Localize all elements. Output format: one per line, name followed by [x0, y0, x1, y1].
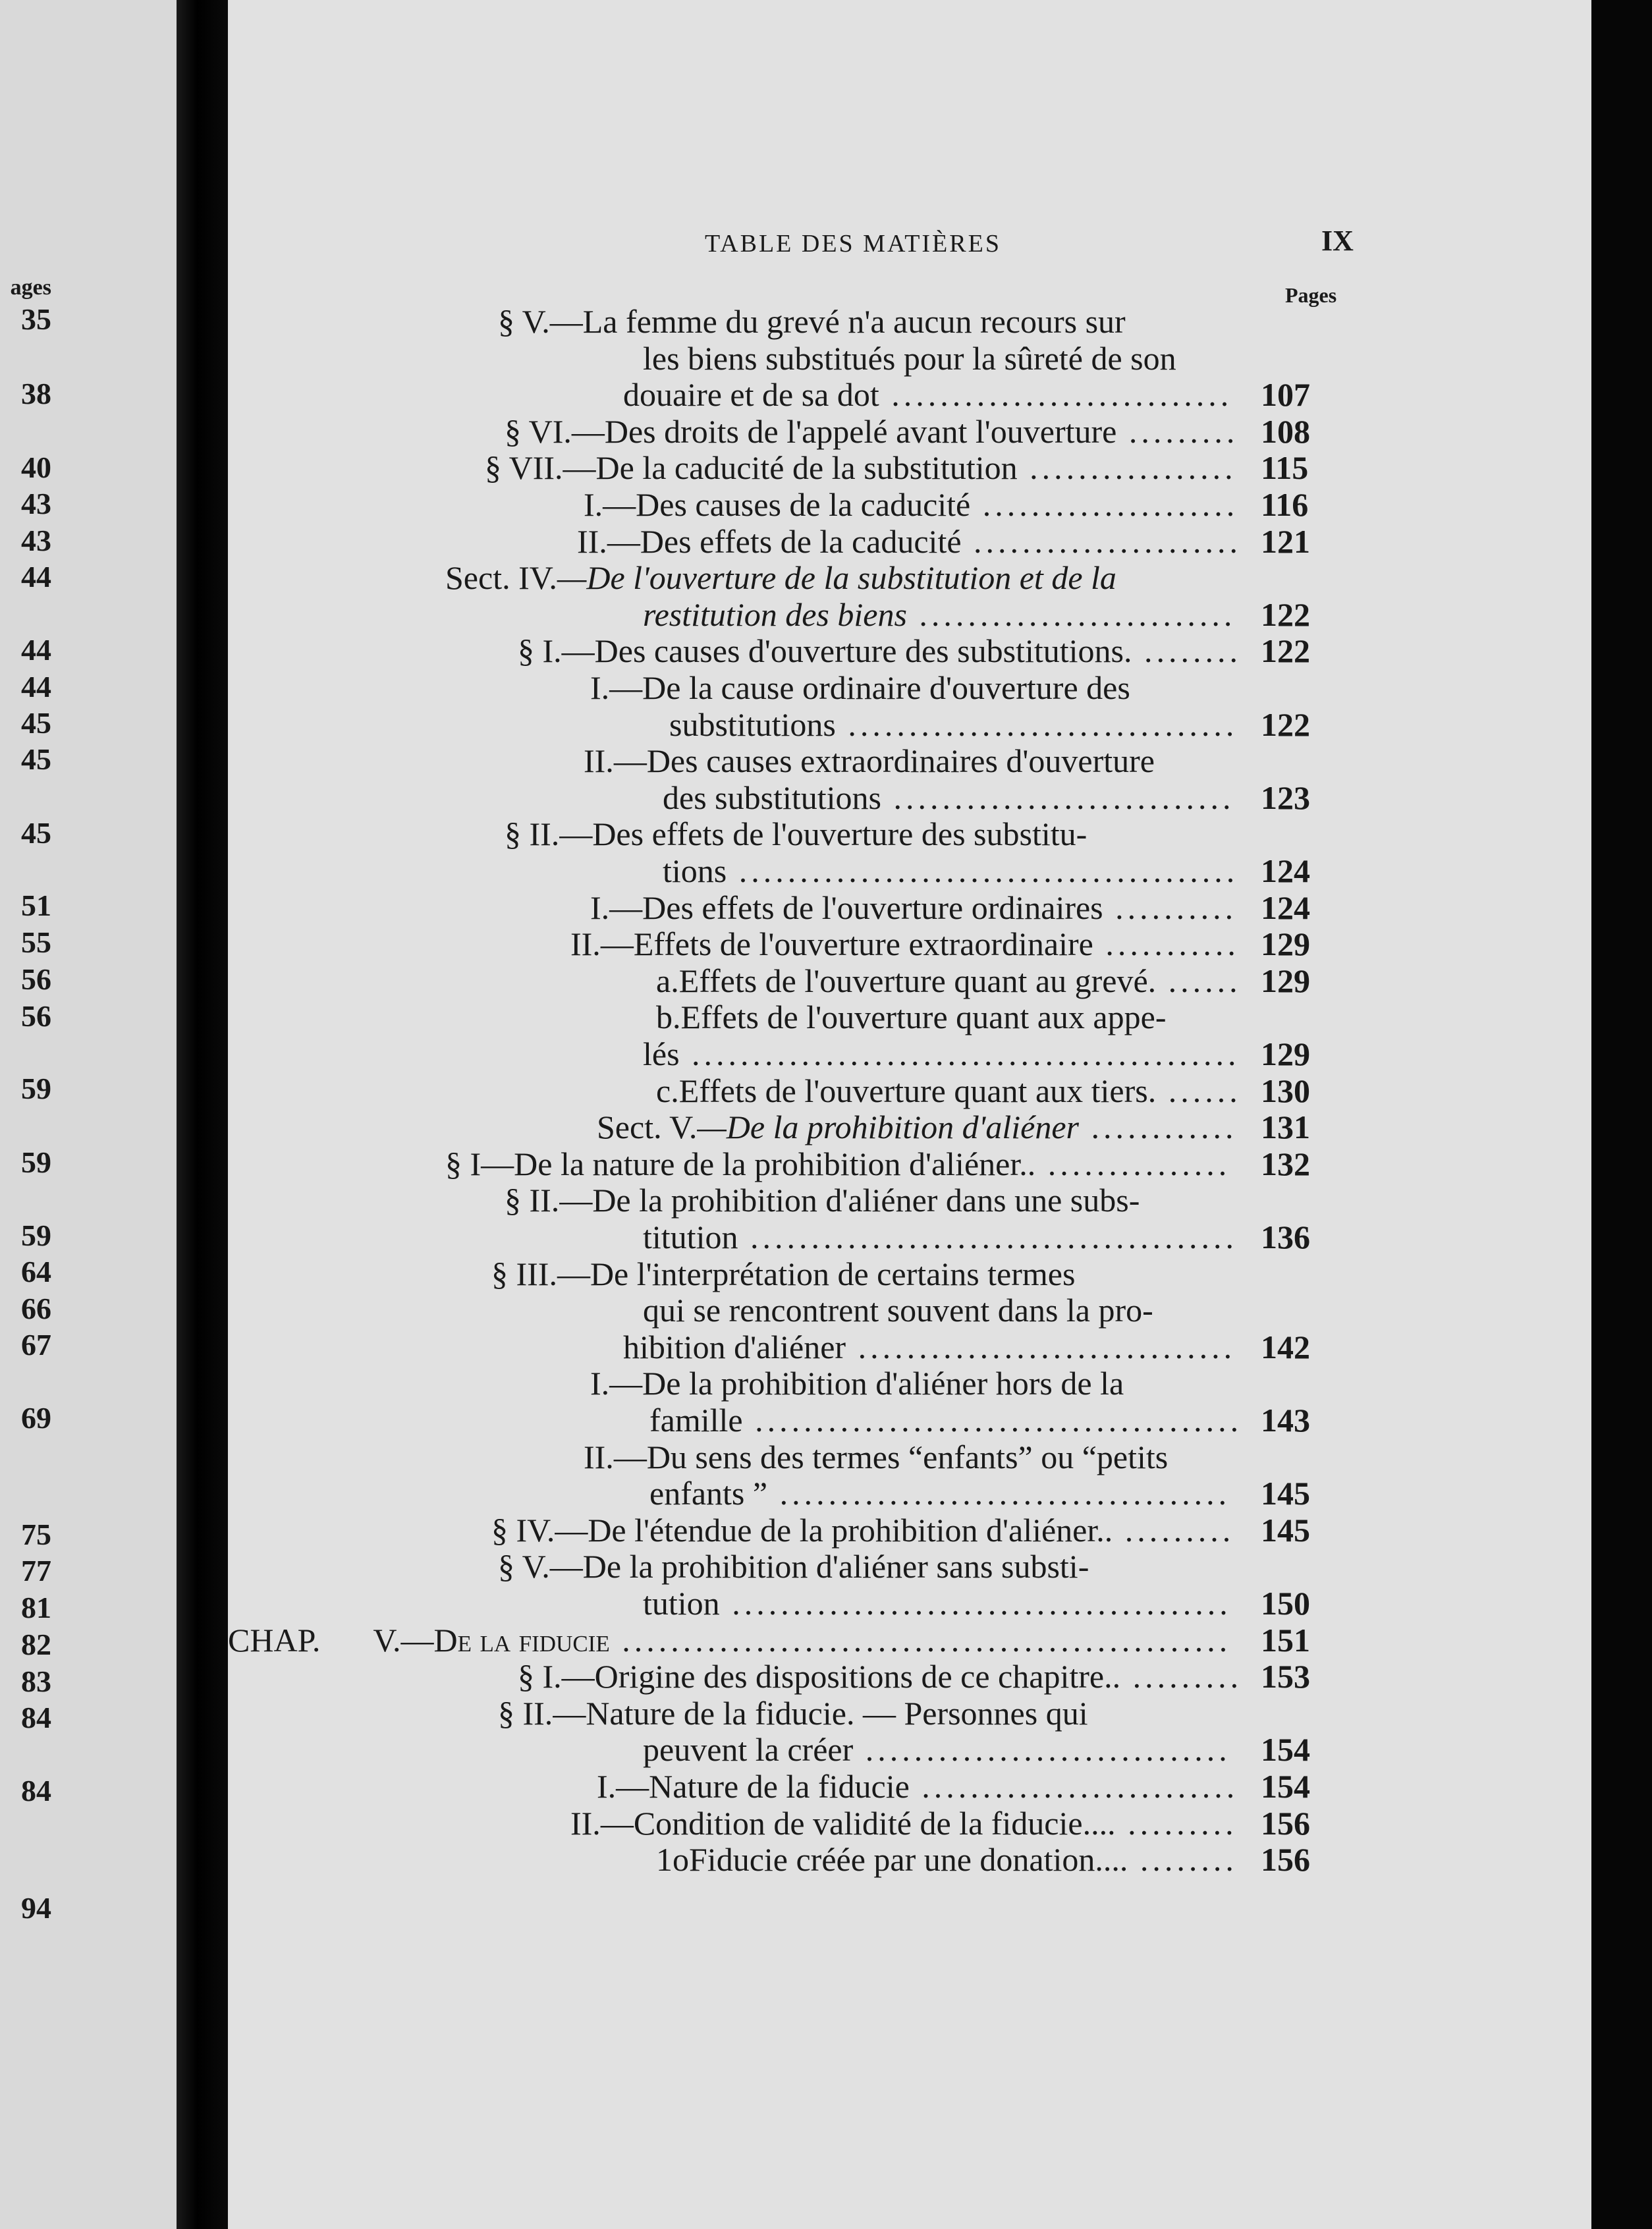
toc-entry-text	[228, 1622, 1231, 1659]
toc-entry-prefix: b.	[656, 999, 681, 1036]
toc-page-number: 150	[1261, 1585, 1310, 1622]
toc-entry	[228, 1072, 1578, 1109]
toc-entry-prefix: 1o	[656, 1841, 689, 1879]
toc-entry	[228, 1841, 1578, 1878]
leader-dots: ............................	[881, 779, 1235, 816]
toc-entry	[228, 303, 1578, 340]
toc-entry-text	[577, 523, 1242, 560]
left-page-number: 55	[21, 925, 51, 959]
toc-entry-title: —De l'ouverture de la substitution et de la	[557, 559, 1116, 597]
toc-entry	[228, 925, 1578, 962]
leader-dots: ........................................	[742, 1402, 1243, 1439]
toc-entry-prefix: II.	[584, 1438, 614, 1475]
toc-entry-title: —Des effets de l'ouverture des substitu-	[559, 815, 1088, 853]
toc-entry-text	[669, 706, 1238, 743]
toc-entry-title: —Effets de l'ouverture extraordinaire	[600, 925, 1093, 963]
toc-entry-text	[623, 1329, 1236, 1365]
toc-entry	[228, 815, 1578, 852]
toc-entry-title: —De la cause ordinaire d'ouverture des	[609, 669, 1130, 706]
leader-dots: ............................	[879, 376, 1233, 414]
toc-entry	[228, 1622, 1578, 1659]
toc-entry-text	[643, 1292, 1153, 1329]
toc-entry-title: des substitutions	[663, 779, 881, 816]
toc-entry	[228, 340, 1578, 377]
toc-page-number: 115	[1261, 449, 1309, 487]
toc-entry	[228, 999, 1578, 1035]
toc-page-number: 122	[1261, 705, 1310, 743]
left-pages-label: ages	[10, 275, 51, 300]
toc-entry-text	[663, 852, 1238, 889]
toc-entry	[228, 1145, 1578, 1182]
leader-dots: ..............................	[853, 1731, 1231, 1769]
toc-entry-title: tution	[643, 1585, 720, 1622]
toc-entry	[228, 1475, 1578, 1512]
toc-entry-text	[590, 1365, 1124, 1402]
running-title: TABLE DES MATIÈRES	[705, 230, 1001, 258]
toc-entry-prefix: c.	[656, 1072, 679, 1109]
toc-entry-title: —Des causes extraordinaires d'ouverture	[613, 742, 1155, 780]
toc-entry-prefix: a.	[656, 962, 679, 999]
toc-entry-prefix: § II.	[505, 1182, 560, 1219]
toc-entry	[228, 376, 1578, 413]
toc-entry-prefix: CHAP.	[228, 1621, 321, 1659]
toc-entry-title: —De l'étendue de la prohibition d'aliéner..	[555, 1511, 1113, 1549]
toc-entry	[228, 779, 1578, 816]
toc-entry-prefix: I.	[584, 486, 603, 523]
toc-entry-title: —De la prohibition d'aliéner	[697, 1109, 1079, 1146]
toc-entry-text	[649, 1475, 1230, 1512]
toc-entry	[228, 706, 1578, 743]
left-page-number: 67	[21, 1328, 51, 1362]
toc-entry	[228, 1292, 1578, 1329]
toc-entry-prefix: § II.	[505, 815, 560, 853]
toc-entry	[228, 523, 1578, 560]
toc-entry-prefix: § II.	[498, 1694, 553, 1732]
leader-dots: .........................................	[727, 852, 1239, 889]
book-spine	[177, 0, 228, 2229]
leader-dots: .............................................	[679, 1035, 1240, 1072]
leader-dots: .........	[1120, 1658, 1243, 1695]
toc-entry-title: Fiducie créée par une donation....	[689, 1841, 1128, 1879]
leader-dots: ........	[1128, 1841, 1238, 1879]
left-page-number: 59	[21, 1219, 51, 1252]
toc-entry-text	[584, 1439, 1168, 1475]
toc-entry-title: —De la prohibition d'aliéner sans substi-	[549, 1548, 1089, 1585]
toc-entry	[228, 1805, 1578, 1842]
toc-entry	[228, 1548, 1578, 1585]
toc-entry-text	[656, 999, 1166, 1035]
pages-column-label: Pages	[1285, 283, 1337, 307]
toc-entry-title: famille	[649, 1402, 743, 1439]
toc-entry	[228, 1402, 1578, 1439]
left-page-number: 44	[21, 633, 51, 667]
toc-entry-text	[491, 1255, 1075, 1292]
toc-page-number: 130	[1261, 1072, 1310, 1109]
left-page-number: 44	[21, 560, 51, 593]
page-edge	[1591, 0, 1652, 2229]
toc-entry-text	[505, 1182, 1140, 1219]
toc-entry-prefix: Sect. V.	[597, 1109, 698, 1146]
toc-entry-prefix: II.	[570, 925, 601, 963]
toc-entry-text	[445, 1145, 1230, 1182]
leader-dots: ........	[1132, 632, 1242, 670]
toc-entry-title: —Des causes d'ouverture des substitutions.	[561, 632, 1132, 670]
toc-page-number: 132	[1261, 1145, 1310, 1182]
toc-entry	[228, 1035, 1578, 1072]
toc-entry-text	[623, 376, 1232, 413]
toc-entry-text	[643, 1585, 1232, 1622]
left-page-number: 82	[21, 1628, 51, 1661]
toc-entry	[228, 413, 1578, 450]
toc-entry-title: —La femme du grevé n'a aucun recours sur	[549, 303, 1126, 340]
left-page-number: 66	[21, 1292, 51, 1325]
toc-entry-text	[643, 1219, 1238, 1255]
toc-page-number: 107	[1261, 376, 1310, 414]
toc-entry	[228, 596, 1578, 633]
toc-entry-title: les biens substitués pour la sûreté de son	[643, 339, 1176, 377]
toc-page-number: 124	[1261, 852, 1310, 889]
leader-dots: ..........	[1103, 889, 1238, 926]
page-number-header: IX	[1321, 225, 1354, 257]
toc-entry	[228, 1329, 1578, 1365]
toc-entry	[228, 1219, 1578, 1255]
left-page-number: 45	[21, 742, 51, 776]
toc-entry-text	[643, 596, 1236, 633]
leader-dots: .................	[1017, 449, 1237, 487]
toc-entry-prefix: I.	[597, 1768, 617, 1805]
toc-entry-prefix: § III.	[491, 1255, 557, 1292]
toc-entry-text	[643, 1035, 1240, 1072]
toc-entry-title: hibition d'aliéner	[623, 1328, 846, 1365]
toc-entry-text	[505, 815, 1087, 852]
leader-dots: .....................................	[767, 1475, 1231, 1512]
toc-page-number: 154	[1261, 1731, 1310, 1769]
toc-entry-title: —Du sens des termes “enfants” ou “petits	[613, 1438, 1169, 1475]
toc-entry	[228, 559, 1578, 596]
toc-entry-title: restitution des biens	[643, 595, 907, 633]
toc-entry-prefix: § I.	[518, 1658, 562, 1695]
toc-entry-title: —Nature de la fiducie	[616, 1768, 910, 1805]
toc-entry-prefix: § IV.	[491, 1511, 555, 1549]
toc-entry-text	[498, 1548, 1089, 1585]
toc-entry-prefix: § I.	[518, 632, 562, 670]
toc-entry-prefix: I.	[590, 669, 610, 706]
toc-entry	[228, 449, 1578, 486]
leader-dots: .........................................	[719, 1585, 1232, 1622]
toc-entry-text	[570, 1805, 1238, 1842]
toc-entry-text	[584, 742, 1155, 779]
toc-entry	[228, 1512, 1578, 1549]
toc-page-number: 116	[1261, 486, 1309, 523]
toc-page-number: 145	[1261, 1475, 1310, 1512]
toc-entry	[228, 852, 1578, 889]
toc-entry-title: douaire et de sa dot	[623, 376, 879, 414]
toc-entry-title: —De la prohibition d'aliéner dans une subs-	[559, 1182, 1140, 1219]
toc-entry-text	[570, 925, 1240, 962]
toc-page-number: 108	[1261, 412, 1310, 450]
toc-entry-text	[498, 1695, 1088, 1732]
leader-dots: ......................	[961, 522, 1242, 560]
toc-page-number: 151	[1261, 1621, 1310, 1659]
toc-page-number: 129	[1261, 962, 1310, 999]
leader-dots: ..................................................	[609, 1621, 1232, 1659]
toc-entry-prefix: II.	[577, 522, 607, 560]
toc-entry-title: —Origine des dispositions de ce chapitre..	[561, 1658, 1121, 1695]
toc-entry-title: —Condition de validité de la fiducie....	[600, 1804, 1116, 1842]
toc-entry-prefix: § I	[445, 1145, 482, 1182]
left-page-number: 77	[21, 1554, 51, 1587]
toc-entry-prefix: Sect. IV.	[445, 559, 557, 597]
toc-page-number: 122	[1261, 595, 1310, 633]
toc-page-number: 129	[1261, 925, 1310, 963]
leader-dots: ........................................	[738, 1219, 1238, 1255]
toc-entry-text	[656, 962, 1242, 999]
left-page-number: 51	[21, 889, 51, 922]
toc-entry-title: —De la nature de la prohibition d'aliéner..	[481, 1145, 1036, 1182]
toc-entry-text	[505, 413, 1238, 450]
leader-dots: ............	[1078, 1109, 1238, 1146]
toc-entry-title: Effets de l'ouverture quant aux tiers.	[678, 1072, 1157, 1109]
left-page-number: 64	[21, 1255, 51, 1288]
left-page-number: 84	[21, 1774, 51, 1807]
toc-entry-text	[584, 486, 1238, 523]
left-page-number: 56	[21, 999, 51, 1033]
toc-entry-prefix: I.	[590, 1365, 610, 1402]
toc-entry-text	[445, 559, 1116, 596]
toc-entry-text	[518, 632, 1242, 669]
toc-entry-prefix: II.	[584, 742, 614, 780]
toc-page-number: 136	[1261, 1219, 1310, 1255]
toc-entry-title: lés	[643, 1035, 680, 1072]
toc-entry-prefix: V.	[373, 1621, 401, 1659]
left-page-number: 43	[21, 487, 51, 520]
toc-entry	[228, 962, 1578, 999]
toc-entry	[228, 486, 1578, 523]
leader-dots: .........	[1115, 1804, 1238, 1842]
toc-page-number: 123	[1261, 779, 1310, 816]
toc-entry-prefix: § V.	[498, 303, 550, 340]
leader-dots: ..........................	[909, 1768, 1239, 1805]
leader-dots: ..........................	[906, 595, 1236, 633]
toc-entry	[228, 742, 1578, 779]
toc-page-number: 156	[1261, 1804, 1310, 1842]
leader-dots: ...............	[1035, 1145, 1231, 1182]
toc-entry-text	[649, 1402, 1242, 1439]
toc-entry-title: —De la fiducie	[400, 1621, 610, 1659]
left-page-number: 69	[21, 1401, 51, 1435]
left-page-number: 44	[21, 670, 51, 703]
toc-entry-text	[597, 1768, 1238, 1805]
left-page-number: 83	[21, 1665, 51, 1698]
left-page-number: 59	[21, 1072, 51, 1105]
toc-entry-text	[498, 303, 1126, 340]
toc-entry-text	[643, 1731, 1231, 1768]
toc-entry-title: titution	[643, 1219, 738, 1255]
toc-page-number: 153	[1261, 1658, 1310, 1695]
toc-entry-text	[590, 889, 1237, 926]
left-page-number: 75	[21, 1518, 51, 1551]
toc-entry-text	[643, 340, 1176, 377]
toc-entry-prefix: I.	[590, 889, 610, 926]
toc-entry-title: tions	[663, 852, 727, 889]
toc-entry	[228, 1365, 1578, 1402]
toc-entry	[228, 1695, 1578, 1732]
toc-entry-title: —De l'interprétation de certains termes	[557, 1255, 1076, 1292]
toc-entry	[228, 1658, 1578, 1695]
toc-entry-title: —Nature de la fiducie. — Personnes qui	[553, 1694, 1088, 1732]
toc-entry-text	[491, 1512, 1234, 1549]
left-page-number: 38	[21, 377, 51, 410]
left-page-fragment	[0, 0, 177, 2229]
toc-entry-title: Effets de l'ouverture quant au grevé.	[678, 962, 1157, 999]
toc-entry-title: substitutions	[669, 705, 836, 743]
toc-entry-prefix: II.	[570, 1804, 601, 1842]
toc-entry	[228, 1731, 1578, 1768]
toc-entry-title: Effets de l'ouverture quant aux appe-	[680, 999, 1167, 1036]
toc-entry	[228, 1255, 1578, 1292]
toc-entry	[228, 889, 1578, 926]
toc-page-number: 142	[1261, 1328, 1310, 1365]
left-page-number: 40	[21, 451, 51, 484]
toc-entry-text	[656, 1072, 1242, 1109]
toc-entry	[228, 1109, 1578, 1145]
toc-entry-text	[663, 779, 1234, 816]
toc-entry	[228, 1182, 1578, 1219]
toc-entry-text	[656, 1841, 1238, 1878]
left-page-number: 45	[21, 706, 51, 740]
leader-dots: ...........	[1093, 925, 1240, 963]
toc-page-number: 131	[1261, 1109, 1310, 1146]
toc-page-number: 121	[1261, 522, 1310, 560]
toc-entry	[228, 1585, 1578, 1622]
left-page-number: 35	[21, 302, 51, 336]
left-page-number: 56	[21, 962, 51, 996]
toc-entry-title: peuvent la créer	[643, 1731, 854, 1769]
toc-entry-title: qui se rencontrent souvent dans la pro-	[643, 1292, 1153, 1329]
toc-page-number: 145	[1261, 1511, 1310, 1549]
toc-entry-text	[485, 449, 1237, 486]
left-page-number: 94	[21, 1891, 51, 1925]
left-page-number: 59	[21, 1145, 51, 1179]
toc-entry-title: —Des effets de la caducité	[607, 522, 962, 560]
leader-dots: ...............................	[846, 1328, 1236, 1365]
left-page-number: 45	[21, 816, 51, 850]
toc-entry-title: enfants ”	[649, 1475, 768, 1512]
toc-page-number: 122	[1261, 632, 1310, 670]
toc-entry-title: —De la caducité de la substitution	[563, 449, 1018, 487]
toc-page-number: 124	[1261, 889, 1310, 926]
toc-page-number: 129	[1261, 1035, 1310, 1072]
leader-dots: ......	[1156, 962, 1242, 999]
toc-entry-title: —Des causes de la caducité	[603, 486, 971, 523]
toc-entry	[228, 632, 1578, 669]
left-page-number: 84	[21, 1701, 51, 1734]
toc-entry	[228, 669, 1578, 706]
toc-entry-text	[597, 1109, 1237, 1145]
toc-entry-title: —Des effets de l'ouverture ordinaires	[609, 889, 1103, 926]
toc-entry-title: —Des droits de l'appelé avant l'ouverture	[571, 412, 1117, 450]
toc-entry-prefix: § VI.	[505, 412, 572, 450]
leader-dots: .........	[1116, 412, 1239, 450]
toc-page	[228, 0, 1591, 2229]
toc-entry-prefix: § VII.	[485, 449, 563, 487]
left-page-number: 81	[21, 1591, 51, 1624]
left-page-number: 43	[21, 524, 51, 557]
leader-dots: .........	[1113, 1511, 1235, 1549]
toc-page-number: 143	[1261, 1402, 1310, 1439]
toc-entry-text	[590, 669, 1130, 706]
toc-entry-text	[518, 1658, 1242, 1695]
toc-entry-title: —De la prohibition d'aliéner hors de la	[609, 1365, 1124, 1402]
toc-entry-prefix: § V.	[498, 1548, 550, 1585]
toc-page-number: 154	[1261, 1768, 1310, 1805]
leader-dots: ................................	[835, 705, 1238, 743]
leader-dots: ......	[1156, 1072, 1242, 1109]
toc-entry	[228, 1439, 1578, 1475]
leader-dots: .....................	[970, 486, 1239, 523]
toc-page-number: 156	[1261, 1841, 1310, 1879]
toc-entry	[228, 1768, 1578, 1805]
